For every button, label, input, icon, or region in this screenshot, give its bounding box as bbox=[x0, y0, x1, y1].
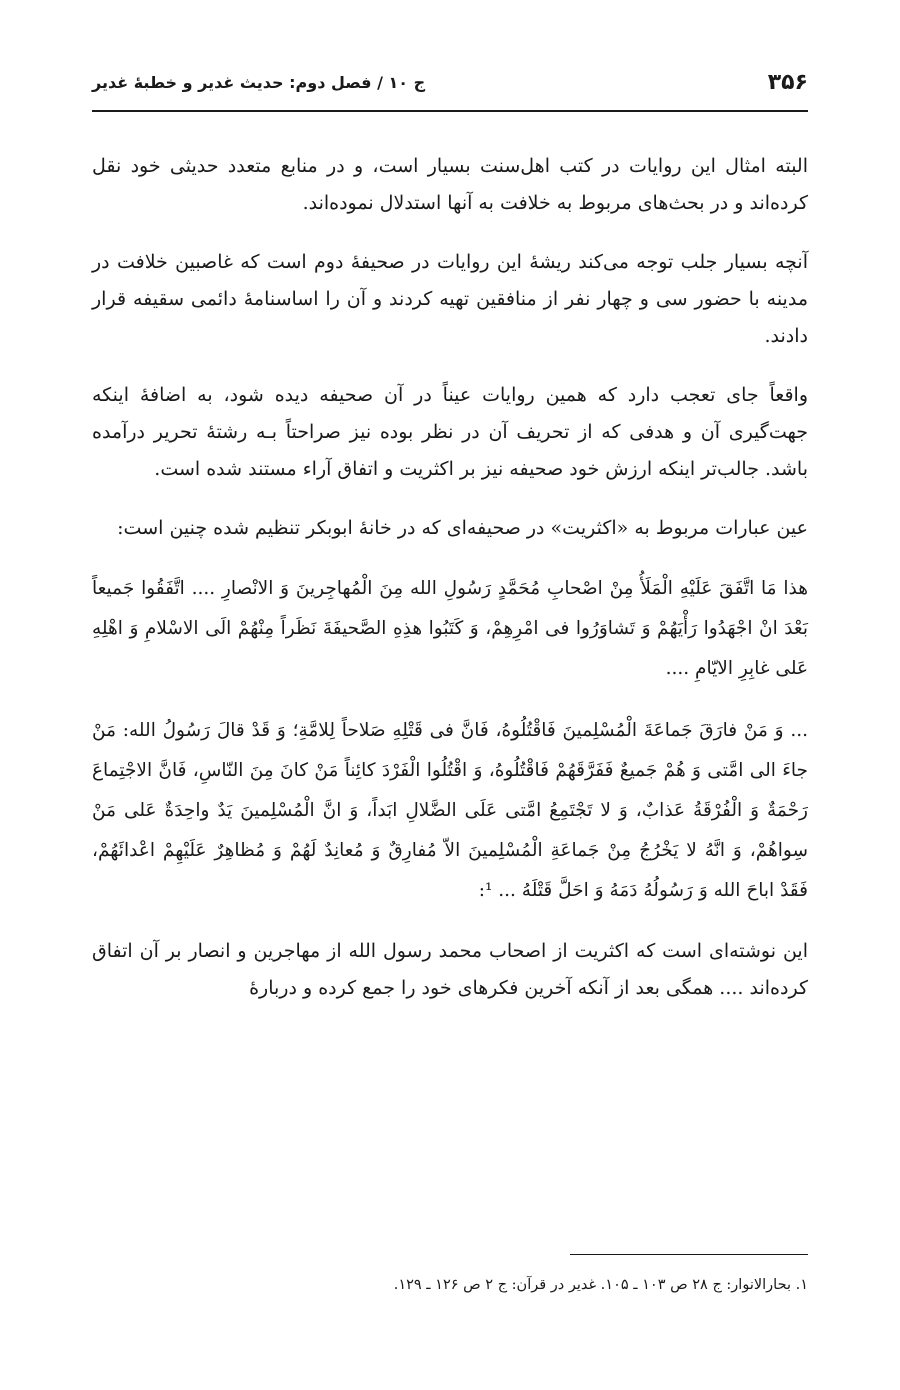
arabic-quote-1: هذا مَا اتَّفَقَ عَلَيْهِ الْمَلَأُ مِنْ اصْحابِ مُحَمَّدٍ رَسُولِ الله مِنَ الْمُهاجِرينَ وَ الانْصارِ .... اتَّفَقُوا جَميعاً بَعْدَ انْ اجْهَدُوا رَأْيَهُمْ وَ تَشاوَرُوا فى امْرِهِمْ، وَ كَتَبُوا هذِهِ الصَّحيفَةَ نَظَراً مِنْهُمْ الَى الاسْلامِ وَ اهْلِهِ عَلى غابِرِ الايّامِ .... bbox=[92, 578, 808, 679]
paragraph-2: آنچه بسیار جلب توجه می‌کند ریشهٔ این روایات در صحیفهٔ دوم است که غاصبین خلافت در مدینه با حضور سی و چهار نفر از منافقین تهیه کردند و آن را اساسنامهٔ دائمی سقیفه قرار دادند. bbox=[92, 251, 808, 347]
paragraph-4: عین عبارات مربوط به «اکثریت» در صحیفه‌ای که در خانهٔ ابوبکر تنظیم شده چنین است: bbox=[117, 517, 808, 539]
arabic-quote-2: ... وَ مَنْ فارَقَ جَماعَةَ الْمُسْلِمينَ فَاقْتُلُوهُ، فَانَّ فى قَتْلِهِ صَلاحاً لِلامَّةِ؛ وَ قَدْ قالَ رَسُولُ الله: مَنْ جاءَ الى امَّتى وَ هُمْ جَميعٌ فَفَرَّقَهُمْ فَاقْتُلُوهُ، وَ اقْتُلُوا الْفَرْدَ كائِناً مَنْ كانَ مِنَ النّاسِ، فَانَّ الاجْتِماعَ رَحْمَةٌ وَ الْفُرْقَةُ عَذابٌ، وَ لا تَجْتَمِعُ امَّتى عَلَى الضَّلالِ ابَداً، وَ انَّ الْمُسْلِمينَ يَدٌ واحِدَةٌ عَلى مَنْ سِواهُمْ، وَ انَّهُ لا يَخْرُجُ مِنْ جَماعَةِ الْمُسْلِمينَ الاّ مُفارِقٌ وَ مُعانِدٌ لَهُمْ وَ مُظاهِرٌ عَلَيْهِمْ اعْدائَهُمْ، فَقَدْ اباحَ الله وَ رَسُولُهُ دَمَهُ وَ احَلَّ قَتْلَهُ ... ¹: bbox=[92, 720, 808, 901]
footnote: ۱. بحارالانوار: ج ۲۸ ص ۱۰۳ ـ ۱۰۵. غدیر در قرآن: ج ۲ ص ۱۲۶ ـ ۱۲۹. bbox=[393, 1277, 808, 1293]
chapter-title: ج ۱۰ / فصل دوم: حدیث غدیر و خطبهٔ غدیر bbox=[92, 73, 426, 92]
page-number: ۳۵۶ bbox=[767, 70, 808, 95]
running-header bbox=[92, 68, 808, 112]
paragraph-translation: این نوشته‌ای است که اکثریت از اصحاب محمد رسول الله از مهاجرین و انصار بر آن اتفاق کرده‌اند .... همگی بعد از آنکه آخرین فکرهای خود را جمع کرده و دربارهٔ bbox=[92, 940, 808, 999]
body-text bbox=[92, 148, 808, 1007]
paragraph-3: واقعاً جای تعجب دارد که همین روایات عیناً در آن صحیفه دیده شود، به اضافهٔ اینکه جهت‌گیری آن و هدفی که از تحریف آن در نظر بوده نیز صراحتاً بـه رشتهٔ تحریر درآمده باشد. جالب‌تر اینکه ارزش خود صحیفه نیز بر اکثریت و اتفاق آراء مستند شده است. bbox=[92, 384, 808, 480]
paragraph-1: البته امثال این روایات در کتب اهل‌سنت بسیار است، و در منابع متعدد حدیثی خود نقل کرده‌اند و در بحث‌های مربوط به خلافت به آنها استدلال نموده‌اند. bbox=[92, 155, 808, 214]
book-page bbox=[92, 0, 808, 1390]
footnote-divider bbox=[570, 1254, 808, 1255]
